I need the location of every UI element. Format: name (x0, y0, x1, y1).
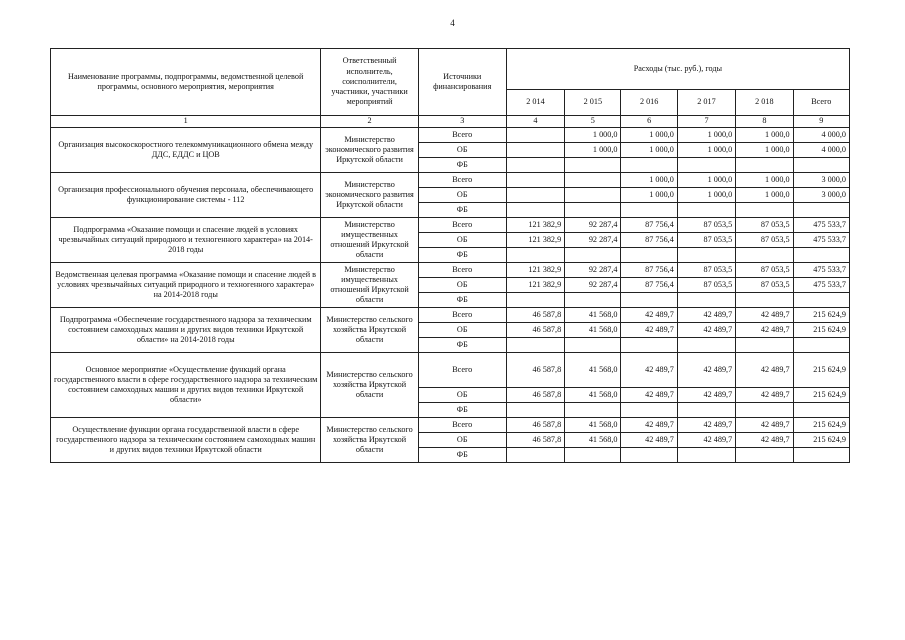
header-source: Источники финансирования (418, 49, 506, 116)
responsible-executor: Министерство сельского хозяйства Иркутской области (321, 353, 418, 418)
expense-value: 121 382,9 (506, 218, 564, 233)
expense-value: 42 489,7 (736, 308, 793, 323)
header-executor: Ответственный исполнитель, соисполнители, участники, участники мероприятий (321, 49, 418, 116)
expense-total: 215 624,9 (793, 353, 849, 388)
expense-value: 42 489,7 (677, 418, 735, 433)
expense-total: 475 533,7 (793, 233, 849, 248)
expense-value: 42 489,7 (677, 388, 735, 403)
expense-value (677, 338, 735, 353)
expense-value: 41 568,0 (565, 353, 621, 388)
program-name: Основное мероприятие «Осуществление функций органа государственного власти в сфере государственного надзора за техническим состоянием самоходных машин и других видов техники Иркутской области» (51, 353, 321, 418)
expense-value: 46 587,8 (506, 308, 564, 323)
expense-value: 1 000,0 (677, 128, 735, 143)
expense-value: 92 287,4 (565, 263, 621, 278)
column-number: 3 (418, 116, 506, 128)
funding-source: Всего (418, 218, 506, 233)
expense-total: 3 000,0 (793, 173, 849, 188)
expense-value: 87 756,4 (621, 263, 677, 278)
funding-source: ОБ (418, 323, 506, 338)
column-number: 7 (677, 116, 735, 128)
page-number: 4 (450, 18, 455, 28)
column-number: 5 (565, 116, 621, 128)
header-name: Наименование программы, подпрограммы, ведомственной целевой программы, основного мероприятия, мероприятия (51, 49, 321, 116)
expense-value (506, 128, 564, 143)
expense-value: 41 568,0 (565, 323, 621, 338)
expense-value: 42 489,7 (621, 353, 677, 388)
expense-value: 121 382,9 (506, 233, 564, 248)
expense-value: 87 756,4 (621, 218, 677, 233)
table-row (51, 418, 850, 433)
program-name: Организация профессионального обучения персонала, обеспечивающего функционирование системы - 112 (51, 173, 321, 218)
expense-value: 1 000,0 (736, 128, 793, 143)
expense-value: 1 000,0 (621, 128, 677, 143)
expense-value: 1 000,0 (621, 143, 677, 158)
expense-value (565, 338, 621, 353)
column-number: 9 (793, 116, 849, 128)
funding-source: ФБ (418, 403, 506, 418)
responsible-executor: Министерство имущественных отношений Иркутской области (321, 263, 418, 308)
expense-total: 215 624,9 (793, 323, 849, 338)
funding-source: ФБ (418, 338, 506, 353)
responsible-executor: Министерство сельского хозяйства Иркутской области (321, 418, 418, 463)
expense-value (565, 293, 621, 308)
expense-value: 87 756,4 (621, 278, 677, 293)
expense-value: 41 568,0 (565, 418, 621, 433)
expense-value (736, 248, 793, 263)
funding-source: ОБ (418, 433, 506, 448)
column-number: 6 (621, 116, 677, 128)
expense-value: 1 000,0 (677, 143, 735, 158)
expense-value: 46 587,8 (506, 323, 564, 338)
expense-value: 87 053,5 (677, 218, 735, 233)
expense-value: 46 587,8 (506, 388, 564, 403)
expense-value: 1 000,0 (621, 188, 677, 203)
expense-value: 1 000,0 (621, 173, 677, 188)
expense-value: 92 287,4 (565, 278, 621, 293)
expense-total: 4 000,0 (793, 143, 849, 158)
column-number: 2 (321, 116, 418, 128)
expense-value: 1 000,0 (565, 128, 621, 143)
budget-table (50, 48, 850, 463)
expense-value: 42 489,7 (736, 433, 793, 448)
expense-value: 42 489,7 (621, 323, 677, 338)
expense-value (677, 158, 735, 173)
expense-value (736, 158, 793, 173)
expense-value (736, 448, 793, 463)
expense-value (621, 158, 677, 173)
expense-value (506, 203, 564, 218)
expense-value (506, 403, 564, 418)
funding-source: ОБ (418, 233, 506, 248)
responsible-executor: Министерство сельского хозяйства Иркутской области (321, 308, 418, 353)
expense-value (506, 248, 564, 263)
expense-total (793, 203, 849, 218)
expense-value: 42 489,7 (677, 323, 735, 338)
expense-total (793, 448, 849, 463)
expense-value (736, 338, 793, 353)
expense-value: 46 587,8 (506, 433, 564, 448)
expense-value: 42 489,7 (621, 433, 677, 448)
table-row (51, 173, 850, 188)
expense-value: 42 489,7 (736, 418, 793, 433)
table-row (51, 263, 850, 278)
expense-total (793, 403, 849, 418)
expense-value (621, 293, 677, 308)
expense-value (565, 448, 621, 463)
header-total: Всего (793, 90, 849, 116)
expense-value: 92 287,4 (565, 233, 621, 248)
expense-value: 42 489,7 (621, 418, 677, 433)
expense-value (565, 188, 621, 203)
expense-value: 41 568,0 (565, 308, 621, 323)
expense-value: 1 000,0 (736, 188, 793, 203)
expense-value (565, 203, 621, 218)
expense-value (736, 203, 793, 218)
expense-value (565, 248, 621, 263)
column-number: 4 (506, 116, 564, 128)
expense-value: 92 287,4 (565, 218, 621, 233)
header-expenses: Расходы (тыс. руб.), годы (506, 49, 849, 90)
expense-value: 87 053,5 (736, 278, 793, 293)
expense-total: 3 000,0 (793, 188, 849, 203)
expense-value: 42 489,7 (736, 388, 793, 403)
expense-total: 215 624,9 (793, 308, 849, 323)
program-name: Подпрограмма «Оказание помощи и спасение людей в условиях чрезвычайных ситуаций природного и техногенного характера» на 2014-2018 годы (51, 218, 321, 263)
expense-value (565, 158, 621, 173)
expense-total: 215 624,9 (793, 433, 849, 448)
expense-total: 215 624,9 (793, 388, 849, 403)
funding-source: ФБ (418, 248, 506, 263)
expense-value: 87 053,5 (677, 263, 735, 278)
header-year: 2 017 (677, 90, 735, 116)
expense-value (621, 448, 677, 463)
expense-total: 475 533,7 (793, 278, 849, 293)
expense-value: 121 382,9 (506, 263, 564, 278)
expense-value: 42 489,7 (677, 433, 735, 448)
expense-value: 46 587,8 (506, 418, 564, 433)
expense-total: 215 624,9 (793, 418, 849, 433)
funding-source: Всего (418, 128, 506, 143)
expense-value: 42 489,7 (621, 388, 677, 403)
expense-value (677, 293, 735, 308)
expense-value: 42 489,7 (736, 353, 793, 388)
funding-source: Всего (418, 173, 506, 188)
funding-source: ФБ (418, 293, 506, 308)
header-year: 2 014 (506, 90, 564, 116)
table-body (51, 128, 850, 463)
expense-total (793, 158, 849, 173)
column-number: 1 (51, 116, 321, 128)
table-row (51, 218, 850, 233)
expense-total (793, 293, 849, 308)
funding-source: ФБ (418, 448, 506, 463)
expense-value: 87 053,5 (677, 233, 735, 248)
responsible-executor: Министерство имущественных отношений Иркутской области (321, 218, 418, 263)
funding-source: Всего (418, 263, 506, 278)
header-year: 2 018 (736, 90, 793, 116)
header-year: 2 016 (621, 90, 677, 116)
expense-value: 87 053,5 (677, 278, 735, 293)
expense-total (793, 248, 849, 263)
expense-value (506, 143, 564, 158)
expense-total: 475 533,7 (793, 218, 849, 233)
funding-source: Всего (418, 308, 506, 323)
funding-source: Всего (418, 418, 506, 433)
funding-source: ФБ (418, 158, 506, 173)
expense-value: 42 489,7 (736, 323, 793, 338)
expense-total (793, 338, 849, 353)
expense-value (506, 338, 564, 353)
program-name: Осуществление функции органа государственной власти в сфере государственного надзора за техническим состоянием самоходных машин и других видов техники Иркутской области (51, 418, 321, 463)
expense-value (506, 173, 564, 188)
program-name: Организация высокоскоростного телекоммуникационного обмена между ДДС, ЕДДС и ЦОВ (51, 128, 321, 173)
expense-value: 1 000,0 (565, 143, 621, 158)
expense-value (621, 203, 677, 218)
expense-value: 42 489,7 (621, 308, 677, 323)
expense-value (621, 248, 677, 263)
expense-value (565, 173, 621, 188)
program-name: Подпрограмма «Обеспечение государственного надзора за техническим состоянием самоходных машин и других видов техники Иркутской области» на 2014-2018 годы (51, 308, 321, 353)
expense-total: 4 000,0 (793, 128, 849, 143)
expense-value (621, 338, 677, 353)
expense-value (621, 403, 677, 418)
expense-value: 42 489,7 (677, 353, 735, 388)
table-row (51, 308, 850, 323)
expense-value (506, 188, 564, 203)
expense-value: 121 382,9 (506, 278, 564, 293)
expense-value: 1 000,0 (736, 173, 793, 188)
responsible-executor: Министерство экономического развития Иркутской области (321, 128, 418, 173)
column-number: 8 (736, 116, 793, 128)
expense-value (677, 203, 735, 218)
funding-source: Всего (418, 353, 506, 388)
expense-value (506, 448, 564, 463)
expense-value (677, 248, 735, 263)
funding-source: ОБ (418, 188, 506, 203)
expense-value (565, 403, 621, 418)
expense-value: 87 053,5 (736, 233, 793, 248)
expense-value: 1 000,0 (677, 173, 735, 188)
header-year: 2 015 (565, 90, 621, 116)
table-row (51, 353, 850, 388)
table-row (51, 128, 850, 143)
expense-value: 41 568,0 (565, 388, 621, 403)
expense-value: 46 587,8 (506, 353, 564, 388)
expense-value: 42 489,7 (677, 308, 735, 323)
expense-value: 87 053,5 (736, 263, 793, 278)
expense-total: 475 533,7 (793, 263, 849, 278)
funding-source: ОБ (418, 143, 506, 158)
expense-value: 1 000,0 (677, 188, 735, 203)
expense-value (736, 293, 793, 308)
expense-value: 87 756,4 (621, 233, 677, 248)
responsible-executor: Министерство экономического развития Иркутской области (321, 173, 418, 218)
program-name: Ведомственная целевая программа «Оказание помощи и спасение людей в условиях чрезвычайных ситуаций природного и техногенного характера» на 2014-2018 годы (51, 263, 321, 308)
expense-value: 41 568,0 (565, 433, 621, 448)
expense-value (506, 158, 564, 173)
expense-value (506, 293, 564, 308)
expense-value (736, 403, 793, 418)
funding-source: ОБ (418, 278, 506, 293)
expense-value: 87 053,5 (736, 218, 793, 233)
expense-value (677, 448, 735, 463)
funding-source: ФБ (418, 203, 506, 218)
expense-value (677, 403, 735, 418)
funding-source: ОБ (418, 388, 506, 403)
expense-value: 1 000,0 (736, 143, 793, 158)
